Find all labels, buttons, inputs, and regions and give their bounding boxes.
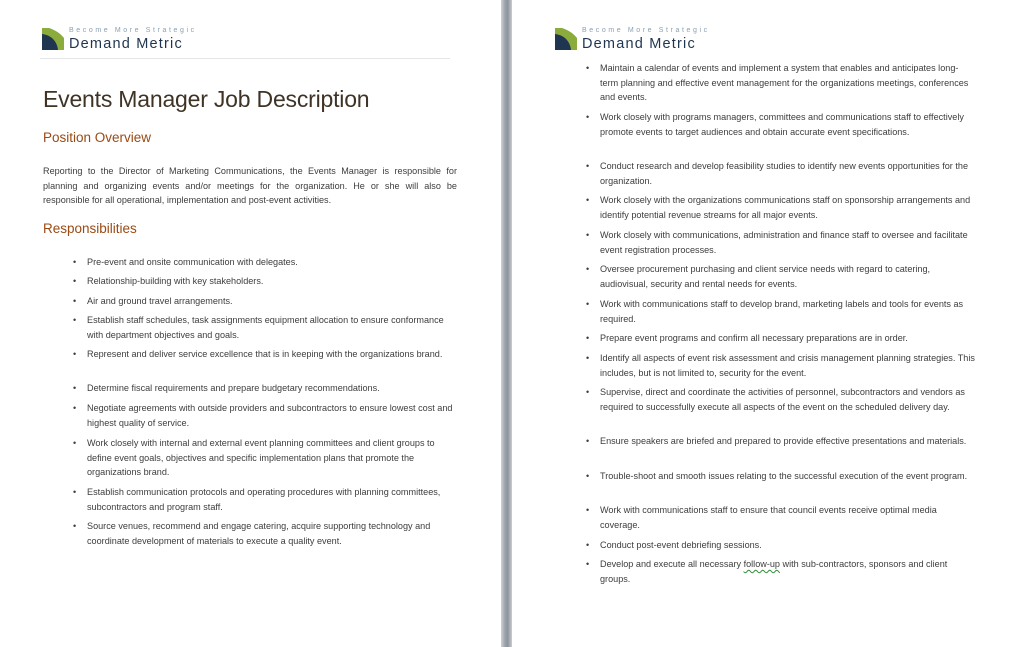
responsibility-item: • Maintain a calendar of events and implement a system that enables and anticipates long-term planning and effective event management for the organizations meetings, conferences and events. (586, 61, 976, 105)
logo-mark-icon (555, 28, 577, 50)
responsibility-text: Develop and execute all necessary (600, 559, 744, 569)
responsibility-item: • Establish communication protocols and operating procedures with planning committees, subcontractors and program staff. (73, 485, 458, 514)
responsibility-item: • Oversee procurement purchasing and client service needs with regard to catering, audiovisual, security and rental needs for events. (586, 262, 976, 291)
responsibility-item: • Pre-event and onsite communication with delegates. (73, 255, 458, 270)
logo-wordmark: Demand Metric (582, 36, 696, 52)
responsibility-item: • Supervise, direct and coordinate the activities of personnel, subcontractors and vendors as required to successfully execute all aspects of the event on the scheduled delivery day. (586, 385, 976, 414)
responsibility-item: • Ensure speakers are briefed and prepared to provide effective presentations and materials. (586, 434, 976, 449)
responsibility-item: • Represent and deliver service excellence that is in keeping with the organizations brand. (73, 347, 458, 362)
responsibility-item: • Relationship-building with key stakeholders. (73, 274, 458, 289)
position-overview-heading: Position Overview (43, 130, 152, 145)
spellcheck-flagged-word[interactable]: follow-up (743, 559, 780, 569)
responsibility-item (586, 557, 976, 586)
responsibility-item: • Work closely with the organizations communications staff on sponsorship arrangements and identify potential revenue streams for all major events. (586, 193, 976, 222)
responsibility-text: with sub-contractors, sponsors and client groups. (600, 559, 948, 584)
responsibilities-heading: Responsibilities (43, 221, 137, 236)
responsibility-item: • Work closely with programs managers, committees and communications staff to effectively promote events to target audiences and obtain accurate event specifications. (586, 110, 976, 139)
page-divider (501, 0, 512, 647)
document-page-right (512, 0, 1013, 647)
responsibility-item: • Establish staff schedules, task assignments equipment allocation to ensure conformance with department objectives and goals. (73, 313, 458, 342)
document-title: Events Manager Job Description (43, 86, 370, 112)
responsibility-item: • Work with communications staff to develop brand, marketing labels and tools for events as required. (586, 297, 976, 326)
logo-tagline: Become More Strategic (582, 27, 710, 34)
responsibility-item: • Prepare event programs and confirm all necessary preparations are in order. (586, 331, 976, 346)
responsibility-item: • Work with communications staff to ensure that council events receive optimal media coverage. (586, 503, 976, 532)
responsibility-item: • Source venues, recommend and engage catering, acquire supporting technology and coordinate development of materials to execute a quality event. (73, 519, 458, 548)
logo-wordmark: Demand Metric (69, 36, 183, 52)
position-overview-text: Reporting to the Director of Marketing Communications, the Events Manager is responsible for planning and organizing events and/or meetings for the organization. He or she will also be responsible for all operational, implementation and post-event activities. (43, 166, 457, 206)
header-divider (40, 58, 450, 59)
responsibility-item: • Work closely with communications, administration and finance staff to oversee and facilitate event registration processes. (586, 228, 976, 257)
responsibility-item: • Air and ground travel arrangements. (73, 294, 458, 309)
responsibility-item: • Trouble-shoot and smooth issues relating to the successful execution of the event program. (586, 469, 976, 484)
responsibility-item: • Determine fiscal requirements and prepare budgetary recommendations. (73, 381, 458, 396)
logo-tagline: Become More Strategic (69, 27, 197, 34)
logo-mark-icon (42, 28, 64, 50)
responsibility-item: • Conduct post-event debriefing sessions. (586, 538, 976, 553)
responsibility-item: • Identify all aspects of event risk assessment and crisis management planning strategies. This includes, but is not limited to, security for the event. (586, 351, 976, 380)
responsibility-item: • Conduct research and develop feasibility studies to identify new events opportunities for the organization. (586, 159, 976, 188)
document-page-left (0, 0, 501, 647)
responsibility-item: • Negotiate agreements with outside providers and subcontractors to ensure lowest cost and highest quality of service. (73, 401, 458, 430)
responsibility-item: • Work closely with internal and external event planning committees and client groups to define event goals, objectives and specific implementation plans that promote the organizations brand. (73, 436, 458, 480)
